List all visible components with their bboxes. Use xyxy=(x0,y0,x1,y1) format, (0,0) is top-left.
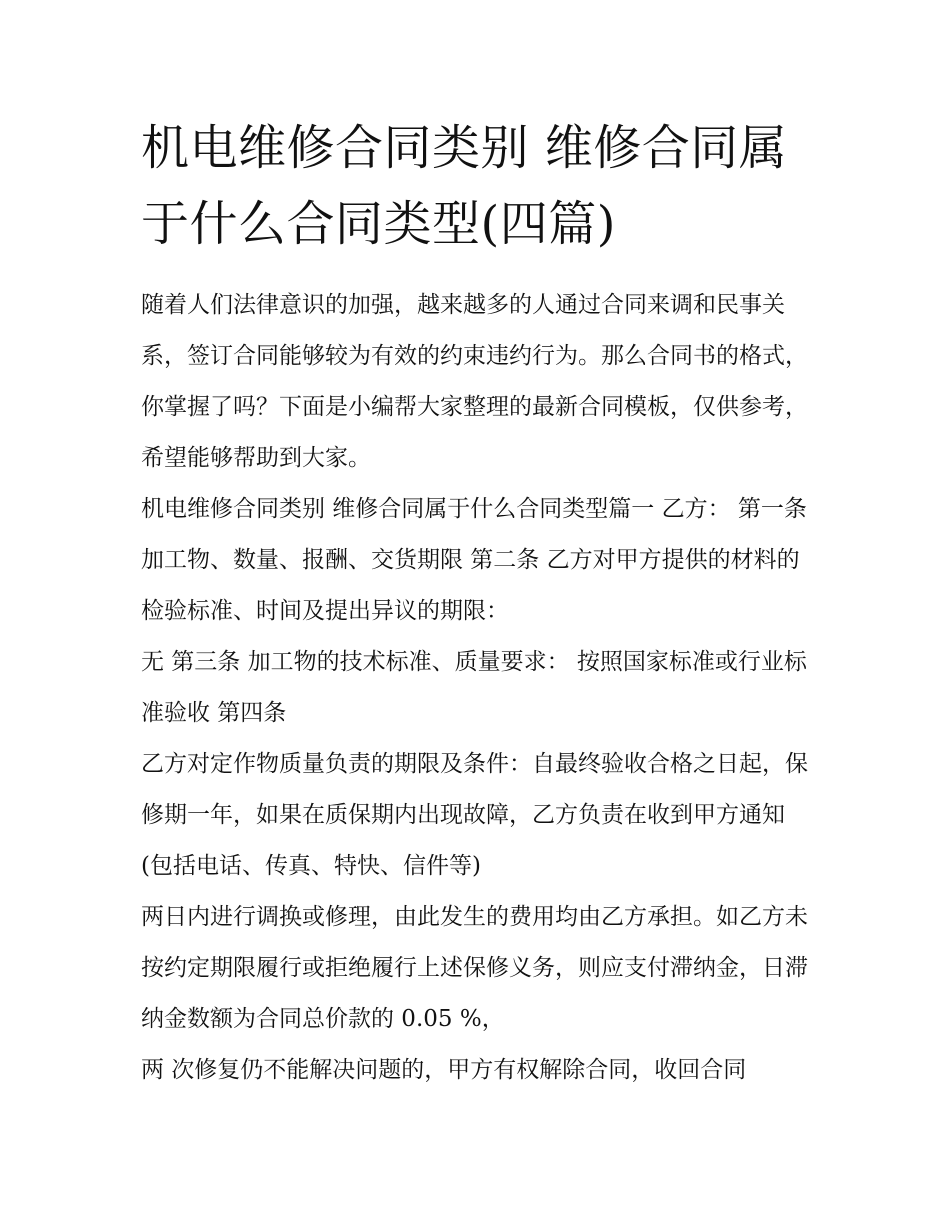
paragraph-intro: 随着人们法律意识的加强，越来越多的人通过合同来调和民事关系，签订合同能够较为有效的约束违约行为。那么合同书的格式，你掌握了吗？下面是小编帮大家整理的最新合同模板，仅供参考，希望能够帮助到大家。 xyxy=(141,292,808,471)
paragraph-article-1-2: 机电维修合同类别 维修合同属于什么合同类型篇一 乙方： 第一条 加工物、数量、报酬、交货期限 第二条 乙方对甲方提供的材料的检验标准、时间及提出异议的期限： xyxy=(141,496,807,624)
document-title: 机电维修合同类别 维修合同属于什么合同类型(四篇) xyxy=(141,120,788,252)
paragraph-article-3: 无 第三条 加工物的技术标准、质量要求： 按照国家标准或行业标准验收 第四条 xyxy=(141,649,807,726)
paragraph-warranty: 乙方对定作物质量负责的期限及条件：自最终验收合格之日起，保修期一年，如果在质保期内出现故障，乙方负责在收到甲方通知(包括电话、传真、特快、信件等) xyxy=(141,751,808,879)
paragraph-repair-penalty: 两日内进行调换或修理，由此发生的费用均由乙方承担。如乙方未按约定期限履行或拒绝履行上述保修义务，则应支付滞纳金，日滞纳金数额为合同总价款的 0.05 %， xyxy=(141,904,808,1032)
paragraph-termination: 两 次修复仍不能解决问题的，甲方有权解除合同，收回合同 xyxy=(141,1057,747,1083)
document-body xyxy=(141,110,813,1096)
